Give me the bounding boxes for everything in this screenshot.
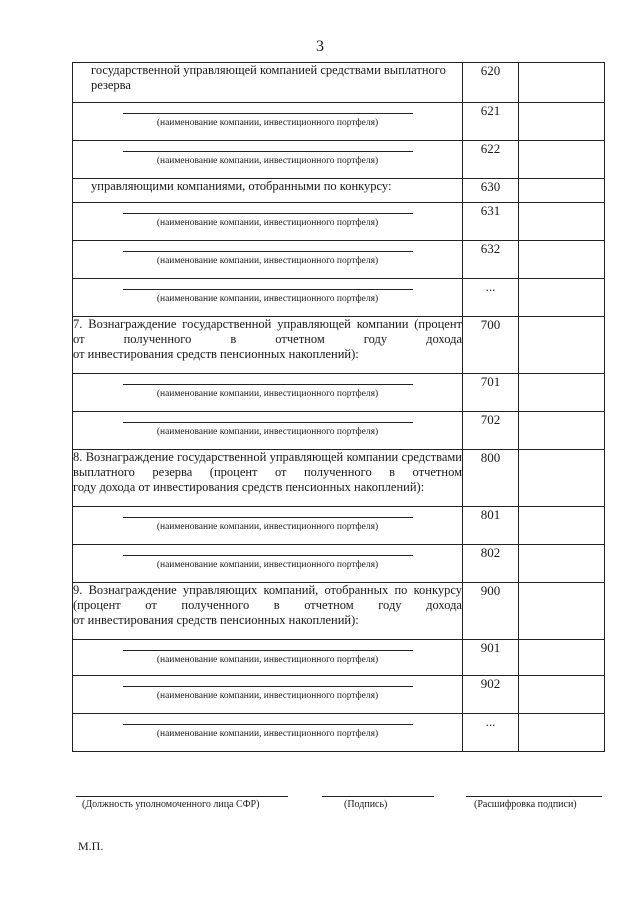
table-row	[73, 203, 605, 241]
entry-caption: (наименование компании, инвестиционного портфеля)	[156, 427, 379, 437]
section-label	[73, 450, 463, 507]
table-row	[73, 676, 605, 714]
row-code: 802	[463, 545, 519, 583]
row-value-cell[interactable]	[519, 203, 605, 241]
position-line	[76, 796, 288, 797]
signature-block	[76, 786, 606, 826]
row-value-cell[interactable]	[519, 640, 605, 676]
row-code: ...	[463, 714, 519, 752]
entry-caption: (наименование компании, инвестиционного портфеля)	[156, 389, 379, 399]
table-row	[73, 374, 605, 412]
position-caption: (Должность уполномоченного лица СФР)	[82, 799, 260, 810]
table-row	[73, 714, 605, 752]
row-code: 900	[463, 583, 519, 640]
section-label-last-line: году дохода от инвестирования средств пенсионных накоплений):	[73, 480, 425, 494]
blank-entry-cell	[73, 203, 463, 241]
row-code: 620	[463, 63, 519, 103]
table-row	[73, 141, 605, 179]
blank-entry-cell	[73, 241, 463, 279]
blank-entry-line	[123, 517, 413, 518]
row-value-cell[interactable]	[519, 179, 605, 203]
decoding-caption: (Расшифровка подписи)	[474, 799, 577, 810]
blank-entry-cell	[73, 103, 463, 141]
row-code: 621	[463, 103, 519, 141]
section-label-last-line: от инвестирования средств пенсионных накоплений):	[73, 347, 359, 361]
row-code: ...	[463, 279, 519, 317]
blank-entry-line	[123, 384, 413, 385]
row-value-cell[interactable]	[519, 450, 605, 507]
row-value-cell[interactable]	[519, 583, 605, 640]
table-row	[73, 317, 605, 374]
section-label	[73, 583, 463, 640]
row-code: 700	[463, 317, 519, 374]
table-row	[73, 279, 605, 317]
row-label: управляющими компаниями, отобранными по конкурсу:	[73, 179, 463, 203]
table-row	[73, 545, 605, 583]
row-code: 702	[463, 412, 519, 450]
entry-caption: (наименование компании, инвестиционного портфеля)	[156, 729, 379, 739]
row-value-cell[interactable]	[519, 279, 605, 317]
entry-caption: (наименование компании, инвестиционного портфеля)	[156, 522, 379, 532]
row-value-cell[interactable]	[519, 714, 605, 752]
section-label	[73, 317, 463, 374]
row-code: 902	[463, 676, 519, 714]
row-value-cell[interactable]	[519, 63, 605, 103]
table-row	[73, 583, 605, 640]
row-value-cell[interactable]	[519, 241, 605, 279]
blank-entry-cell	[73, 507, 463, 545]
table-row	[73, 450, 605, 507]
blank-entry-line	[123, 289, 413, 290]
blank-entry-cell	[73, 714, 463, 752]
table-row	[73, 241, 605, 279]
row-code: 901	[463, 640, 519, 676]
page-number: 3	[316, 38, 324, 55]
row-code: 632	[463, 241, 519, 279]
row-code: 801	[463, 507, 519, 545]
blank-entry-cell	[73, 412, 463, 450]
report-table	[72, 62, 605, 752]
table-row	[73, 63, 605, 103]
blank-entry-line	[123, 555, 413, 556]
row-value-cell[interactable]	[519, 374, 605, 412]
row-code: 630	[463, 179, 519, 203]
table-row	[73, 640, 605, 676]
section-label-text: 9. Вознаграждение управляющих компаний, отобранных по конкурсу (процент от полученного в отчетном году дохода	[73, 583, 462, 612]
table-row	[73, 507, 605, 545]
row-value-cell[interactable]	[519, 676, 605, 714]
entry-caption: (наименование компании, инвестиционного портфеля)	[156, 691, 379, 701]
blank-entry-line	[123, 151, 413, 152]
entry-caption: (наименование компании, инвестиционного портфеля)	[156, 156, 379, 166]
table-row	[73, 103, 605, 141]
table-row	[73, 412, 605, 450]
entry-caption: (наименование компании, инвестиционного портфеля)	[156, 218, 379, 228]
decoding-line	[466, 796, 602, 797]
blank-entry-line	[123, 213, 413, 214]
blank-entry-line	[123, 251, 413, 252]
blank-entry-line	[123, 113, 413, 114]
row-code: 622	[463, 141, 519, 179]
row-code: 631	[463, 203, 519, 241]
blank-entry-line	[123, 686, 413, 687]
row-value-cell[interactable]	[519, 507, 605, 545]
blank-entry-cell	[73, 545, 463, 583]
row-value-cell[interactable]	[519, 317, 605, 374]
row-code: 800	[463, 450, 519, 507]
entry-caption: (наименование компании, инвестиционного портфеля)	[156, 118, 379, 128]
row-label: государственной управляющей компанией средствами выплатного резерва	[73, 63, 463, 103]
sign-line	[322, 796, 434, 797]
entry-caption: (наименование компании, инвестиционного портфеля)	[156, 560, 379, 570]
stamp-placeholder: М.П.	[78, 839, 104, 853]
blank-entry-cell	[73, 279, 463, 317]
table-row	[73, 179, 605, 203]
blank-entry-line	[123, 422, 413, 423]
row-code: 701	[463, 374, 519, 412]
entry-caption: (наименование компании, инвестиционного портфеля)	[156, 294, 379, 304]
row-value-cell[interactable]	[519, 545, 605, 583]
blank-entry-cell	[73, 640, 463, 676]
blank-entry-cell	[73, 676, 463, 714]
section-label-text: 7. Вознаграждение государственной управляющей компании (процент от полученного в отчетном году дохода	[73, 317, 462, 346]
sign-caption: (Подпись)	[344, 799, 388, 810]
blank-entry-cell	[73, 141, 463, 179]
entry-caption: (наименование компании, инвестиционного портфеля)	[156, 655, 379, 665]
section-label-text: 8. Вознаграждение государственной управляющей компании средствами выплатного резерва (процент от полученного в отчетном	[73, 450, 462, 479]
blank-entry-cell	[73, 374, 463, 412]
row-value-cell[interactable]	[519, 103, 605, 141]
blank-entry-line	[123, 650, 413, 651]
row-value-cell[interactable]	[519, 412, 605, 450]
section-label-last-line: от инвестирования средств пенсионных накоплений):	[73, 613, 359, 627]
blank-entry-line	[123, 724, 413, 725]
entry-caption: (наименование компании, инвестиционного портфеля)	[156, 256, 379, 266]
row-value-cell[interactable]	[519, 141, 605, 179]
